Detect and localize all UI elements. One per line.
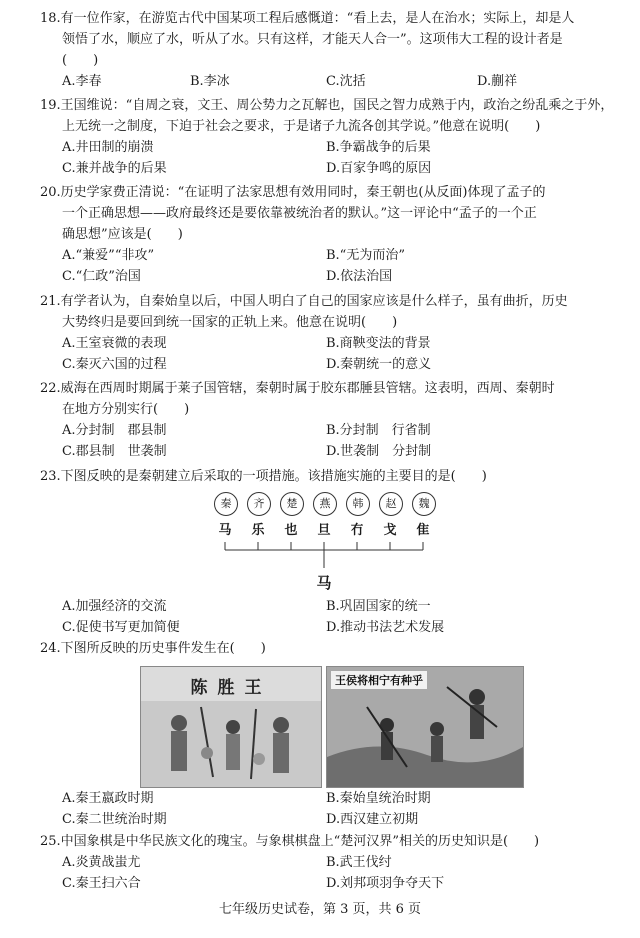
question-19-line-2: 上无统一之制度，下迫于社会之要求，于是诸子九流各创其学说。”他意在说明( ) <box>62 119 541 134</box>
seal-char-chu: 也 <box>284 523 298 538</box>
question-18-line-2: 领悟了水，顺应了水，听从了水。只有这样，才能天人合一”。这项伟大工程的设计者是 <box>62 32 563 47</box>
option-a[interactable]: A.炎黄战蚩尤 <box>62 855 141 870</box>
question-18 <box>40 8 620 92</box>
question-19 <box>40 95 620 179</box>
state-han: 韩 <box>346 492 370 516</box>
unified-seal-char: 马 <box>316 574 332 592</box>
question-22-line-1: 22.威海在西周时期属于莱子国管辖，秦朝时属于胶东郡腄县管辖。这表明，西周、秦朝时 <box>40 381 555 396</box>
option-b[interactable]: B.李冰 <box>190 74 230 89</box>
question-19-line-1: 19.王国维说：“自周之衰，文王、周公势力之瓦解也，国民之智力成熟于内，政治之纷乱乘之于外， <box>40 98 614 113</box>
question-24-options-row-1 <box>40 788 620 809</box>
option-a[interactable]: A.王室衰微的表现 <box>62 336 167 351</box>
question-22-options-row-1 <box>40 420 620 441</box>
state-qi: 齐 <box>247 492 271 516</box>
question-21-line-2: 大势终归是要回到统一国家的正轨上来。他意在说明( ) <box>62 315 398 330</box>
seal-char-qi: 乐 <box>251 523 265 538</box>
question-25 <box>40 831 620 894</box>
question-20 <box>40 182 620 287</box>
state-yan: 燕 <box>313 492 337 516</box>
option-b[interactable]: B.秦始皇统治时期 <box>326 791 431 806</box>
question-24 <box>40 638 620 659</box>
option-c[interactable]: C.郡县制 世袭制 <box>62 444 167 459</box>
question-21 <box>40 291 620 375</box>
question-20-options-row-2 <box>40 266 620 287</box>
question-21-options-row-2 <box>40 354 620 375</box>
question-20-line-1: 20.历史学家费正清说：“在证明了法家思想有效用同时，秦王朝也(从反面)体现了孟子的 <box>40 185 546 200</box>
option-a[interactable]: A.加强经济的交流 <box>62 599 167 614</box>
option-c[interactable]: C.兼并战争的后果 <box>62 161 167 176</box>
option-a[interactable]: A.李春 <box>62 74 102 89</box>
option-d[interactable]: D.依法治国 <box>326 269 393 284</box>
question-22-options-row-2 <box>40 441 620 462</box>
question-23-line-1: 23.下图反映的是秦朝建立后采取的一项措施。该措施实施的主要目的是( ) <box>40 469 487 484</box>
seal-char-han: 冇 <box>350 523 364 538</box>
option-c[interactable]: C.沈括 <box>326 74 366 89</box>
option-a[interactable]: A.秦王嬴政时期 <box>62 791 154 806</box>
question-23 <box>40 466 620 487</box>
uprising-illustration <box>326 666 524 788</box>
option-c[interactable]: C.促使书写更加简便 <box>62 620 180 635</box>
question-21-line-1: 21.有学者认为，自秦始皇以后，中国人明白了自己的国家应该是什么样子，虽有曲折，历史 <box>40 294 568 309</box>
option-b[interactable]: B.武王伐纣 <box>326 855 392 870</box>
question-19-options-row-1 <box>40 137 620 158</box>
option-a[interactable]: A.“兼爱”“非攻” <box>62 248 155 263</box>
option-c[interactable]: C.“仁政”治国 <box>62 269 141 284</box>
question-20-options-row-1 <box>40 245 620 266</box>
seal-char-yan: 旦 <box>317 523 331 538</box>
question-20-line-2: 一个正确思想——政府最终还是要依靠被统治者的默认。”这一评论中“孟子的一个正 <box>62 206 537 221</box>
question-18-line-1: 18.有一位作家，在游览古代中国某项工程后感慨道：“看上去，是人在治水；实际上，却是人 <box>40 11 575 26</box>
option-a[interactable]: A.井田制的崩溃 <box>62 140 154 155</box>
state-wei: 魏 <box>412 492 436 516</box>
question-22 <box>40 378 620 462</box>
question-19-options-row-2 <box>40 158 620 179</box>
option-c[interactable]: C.秦王扫六合 <box>62 876 141 891</box>
question-23-options-row-2 <box>40 617 620 638</box>
seal-script-unification-figure <box>200 492 450 602</box>
option-d[interactable]: D.推动书法艺术发展 <box>326 620 445 635</box>
seal-char-zhao: 戈 <box>383 523 397 538</box>
option-a[interactable]: A.分封制 郡县制 <box>62 423 167 438</box>
option-d[interactable]: D.刘邦项羽争夺天下 <box>326 876 445 891</box>
chen-sheng-illustration <box>140 666 322 788</box>
question-25-line-1: 25.中国象棋是中华民族文化的瑰宝。与象棋棋盘上“楚河汉界”相关的历史知识是( ) <box>40 834 540 849</box>
question-22-line-2: 在地方分别实行( ) <box>62 402 190 417</box>
option-b[interactable]: B.商鞅变法的背景 <box>326 336 431 351</box>
state-qin: 秦 <box>214 492 238 516</box>
option-b[interactable]: B.巩固国家的统一 <box>326 599 431 614</box>
question-18-line-3: ( ) <box>62 53 99 68</box>
seal-char-wei: 隹 <box>416 523 430 538</box>
question-21-options-row-1 <box>40 333 620 354</box>
state-chu: 楚 <box>280 492 304 516</box>
crowd-figures-graphic <box>141 667 321 787</box>
page-footer: 七年级历史试卷，第 3 页，共 6 页 <box>218 902 422 917</box>
question-24-line-1: 24.下图所反映的历史事件发生在( ) <box>40 641 266 656</box>
question-25-options-row-1 <box>40 852 620 873</box>
question-24-options-row-2 <box>40 809 620 830</box>
option-c[interactable]: C.秦灭六国的过程 <box>62 357 167 372</box>
state-zhao: 赵 <box>379 492 403 516</box>
question-20-line-3: 确思想”应该是( ) <box>62 227 183 242</box>
option-b[interactable]: B.争霸战争的后果 <box>326 140 431 155</box>
option-d[interactable]: D.蒯祥 <box>477 74 518 89</box>
option-c[interactable]: C.秦二世统治时期 <box>62 812 167 827</box>
option-d[interactable]: D.西汉建立初期 <box>326 812 419 827</box>
option-d[interactable]: D.秦朝统一的意义 <box>326 357 432 372</box>
option-b[interactable]: B.分封制 行省制 <box>326 423 431 438</box>
question-18-options <box>40 71 620 92</box>
pic1-title: 陈胜王 <box>190 678 272 698</box>
pic2-title: 王侯将相宁有种乎 <box>331 671 427 689</box>
option-b[interactable]: B.“无为而治” <box>326 248 405 263</box>
question-23-options-row-1 <box>40 596 620 617</box>
option-d[interactable]: D.世袭制 分封制 <box>326 444 432 459</box>
seal-char-qin: 马 <box>218 523 232 538</box>
question-23-options <box>40 596 620 638</box>
question-25-options-row-2 <box>40 873 620 894</box>
option-d[interactable]: D.百家争鸣的原因 <box>326 161 432 176</box>
question-24-options <box>40 788 620 830</box>
